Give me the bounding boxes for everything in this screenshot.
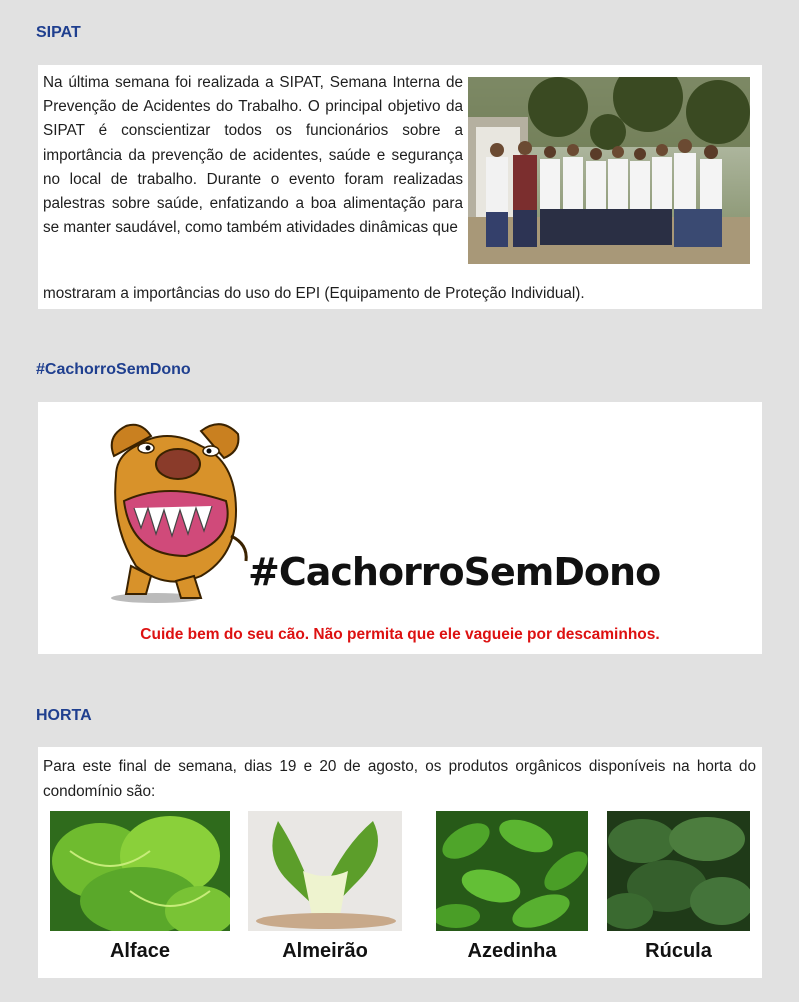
product-label-azedinha: Azedinha bbox=[467, 940, 557, 962]
azedinha-photo bbox=[436, 811, 588, 931]
sipat-text: Na última semana foi realizada a SIPAT, Semana Interna de Prevenção de Acidentes do Trabalho. O principal objetivo da SIPAT é conscientizar todos os funcionários sobre a importância da prevenção de acidentes, saúde e segurança no local de trabalho. Durante o evento foram realizadas palestras sobre saúde, enfatizando a boa alimentação para se manter saudável, como também atividades dinâmicas que bbox=[43, 74, 463, 237]
sipat-heading: SIPAT bbox=[36, 24, 81, 41]
product-label-almeirao: Almeirão bbox=[282, 940, 368, 962]
cachorro-card bbox=[38, 402, 762, 654]
rucula-photo bbox=[607, 811, 750, 931]
sipat-text-last-line: mostraram a importâncias do uso do EPI (Equipamento de Proteção Individual). bbox=[43, 285, 585, 302]
sipat-group-photo bbox=[468, 77, 750, 264]
alface-photo bbox=[50, 811, 230, 931]
horta-text: Para este final de semana, dias 19 e 20 de agosto, os produtos orgânicos disponíveis na horta do condomínio são: bbox=[43, 758, 756, 800]
cachorro-warning: Cuide bem do seu cão. Não permita que ele vagueie por descaminhos. bbox=[140, 626, 660, 643]
almeirao-photo bbox=[248, 811, 402, 931]
cachorro-tagline: #CachorroSemDono bbox=[248, 550, 661, 594]
product-label-alface: Alface bbox=[109, 940, 171, 962]
horta-heading: HORTA bbox=[36, 707, 92, 724]
cachorro-heading: #CachorroSemDono bbox=[36, 361, 191, 378]
dog-illustration bbox=[106, 416, 256, 606]
sipat-card bbox=[38, 65, 762, 309]
product-label-rucula: Rúcula bbox=[645, 940, 712, 962]
horta-card bbox=[38, 747, 762, 978]
